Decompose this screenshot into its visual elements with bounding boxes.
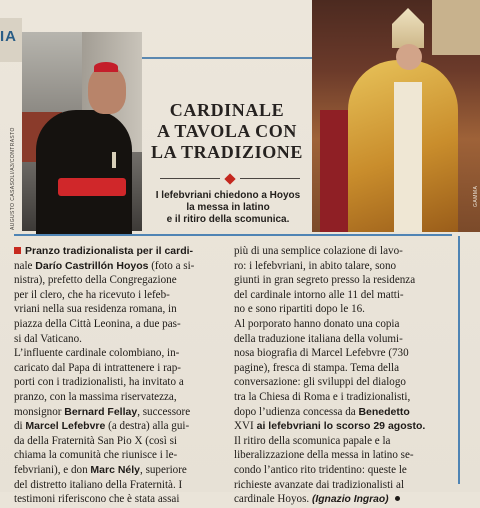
body-text: piazza della Città Leonina, a due pas-	[14, 317, 181, 330]
body-line	[14, 434, 228, 449]
body-line	[14, 244, 228, 259]
divider-rule-left	[160, 178, 220, 179]
headline-line: A TAVOLA CON	[157, 121, 297, 141]
body-text: condo l’antico rito tridentino: queste le	[234, 463, 407, 476]
body-line	[14, 332, 228, 347]
body-text: più di una semplice colazione di lavo-	[234, 245, 403, 257]
body-text: pranzo, con la massima riservatezza,	[14, 390, 177, 403]
body-text: Il ritiro della scomunica papale e la	[234, 434, 391, 447]
red-diamond-ornament	[224, 173, 235, 184]
body-line	[14, 302, 228, 317]
body-text: del distretto italiano della Fraternità. I	[14, 478, 183, 491]
article-headline	[146, 100, 308, 163]
end-mark	[395, 496, 400, 501]
body-text: pagine), fresca di stampa. Tema della	[234, 361, 400, 374]
divider-rule-right	[240, 178, 300, 179]
body-line	[234, 346, 452, 361]
body-line	[234, 375, 452, 390]
body-line	[234, 302, 452, 317]
body-text: monsignor	[14, 405, 65, 418]
body-text: nistra), prefetto della Congregazione	[14, 274, 177, 287]
person-name: Bernard Fellay	[64, 405, 138, 418]
body-line	[234, 288, 452, 303]
body-text: per il clero, che ha ricevuto i lefeb-	[14, 288, 170, 301]
body-line	[14, 478, 228, 493]
headline-line: CARDINALE	[169, 100, 285, 120]
top-rule	[142, 57, 312, 59]
body-text: L’influente cardinale colombiano, in-	[14, 347, 180, 360]
body-line	[14, 288, 228, 303]
body-text: caricato dal Papa di intrattenere i rap-	[14, 361, 181, 374]
body-line	[234, 419, 452, 434]
photo-credit-right: GAMMA	[473, 185, 479, 207]
author-signature: (Ignazio Ingrao)	[311, 494, 389, 506]
body-line	[14, 317, 228, 332]
photo-face	[396, 44, 422, 70]
body-text: giunti in gran segreto presso la residenza	[234, 274, 416, 287]
body-line	[14, 463, 228, 478]
photo-red-sash	[58, 178, 126, 196]
body-line	[14, 448, 228, 463]
body-text: Al porporato hanno donato una copia	[234, 317, 400, 330]
article-column-right	[234, 244, 452, 508]
person-name: Darío Castrillón Hoyos	[35, 259, 149, 272]
photo-zucchetto	[94, 62, 118, 72]
body-line	[234, 317, 452, 332]
article-subtitle	[146, 190, 310, 226]
photo-head	[88, 66, 126, 114]
body-line	[234, 332, 452, 347]
body-text: nosa biografia di Marcel Lefebvre (730	[234, 347, 409, 360]
body-line	[14, 390, 228, 405]
subtitle-line: e il ritiro della scomunica.	[166, 214, 290, 225]
person-name: Benedetto	[358, 405, 410, 418]
photo-white-alb	[394, 82, 422, 232]
headline-line: LA TRADIZIONE	[150, 142, 303, 162]
body-text: , successore	[137, 405, 191, 418]
body-text: da della Fraternità San Pio X (così si	[14, 434, 177, 447]
body-text: , superiore	[140, 463, 187, 476]
body-text: dopo l’udienza concessa da	[234, 405, 359, 418]
photo-background-window	[432, 0, 480, 55]
body-text: conversazione: gli sviluppi del dialogo	[234, 376, 406, 389]
column-rule-right	[458, 236, 460, 484]
body-text: no e sono ripartiti dopo le 16.	[234, 303, 365, 316]
body-line	[234, 478, 452, 493]
body-line	[234, 390, 452, 405]
body-line	[14, 375, 228, 390]
body-text: della traduzione italiana della volumi-	[234, 332, 403, 345]
photo-lefebvre	[312, 0, 480, 232]
body-text: nale	[14, 259, 36, 272]
body-line	[14, 419, 228, 434]
subtitle-line: la messa in latino	[186, 202, 270, 213]
body-text: si dal Vaticano.	[14, 332, 82, 345]
photo-cardinal-hoyos	[22, 32, 142, 231]
person-name: Pranzo tradizionalista per il cardi-	[25, 245, 194, 257]
body-text: del cardinale intorno alle 11 del matti-	[234, 288, 404, 301]
body-text: tra la Chiesa di Roma e i tradizionalisti,	[234, 390, 411, 403]
body-line	[14, 259, 228, 274]
body-text: chiama la comunità che riunisce i le-	[14, 449, 178, 462]
photo-cassock	[36, 110, 132, 235]
body-line	[234, 448, 452, 463]
body-line	[234, 244, 452, 259]
body-text: di	[14, 420, 26, 433]
body-text: vriani nella sua residenza romana, in	[14, 303, 177, 316]
body-line	[14, 361, 228, 376]
photo-credit-left: AUGUSTO CASASOLI/A3/CONTRASTO	[10, 127, 16, 230]
body-text: testimoni riferiscono che è stata assai	[14, 493, 180, 506]
article-column-left	[14, 244, 228, 507]
body-text: porti con i tradizionalisti, ha invitato a	[14, 376, 184, 389]
section-letters: IA	[0, 28, 17, 45]
body-line	[234, 259, 452, 274]
body-text: (a destra) alla gui-	[105, 420, 190, 433]
person-name: Marcel Lefebvre	[25, 420, 106, 433]
photo-mitre	[392, 8, 424, 48]
body-line	[14, 346, 228, 361]
body-line	[14, 492, 228, 507]
red-square-bullet	[14, 247, 21, 254]
body-line	[234, 405, 452, 420]
body-text: richieste avanzate dai tradizionalisti al	[234, 478, 405, 491]
body-line	[14, 405, 228, 420]
body-text: ro: i lefebvriani, in abito talare, sono	[234, 259, 397, 272]
body-line	[234, 361, 452, 376]
person-name: ai lefebvriani lo scorso 29 agosto.	[253, 420, 426, 433]
subtitle-line: I lefebvriani chiedono a Hoyos	[155, 190, 301, 201]
body-text: liberalizzazione della messa in latino se-	[234, 449, 414, 462]
body-text: (foto a si-	[148, 259, 195, 272]
body-text: cardinale Hoyos.	[234, 493, 312, 506]
photo-pectoral-cross	[112, 152, 116, 168]
body-line	[234, 463, 452, 478]
body-line	[234, 434, 452, 449]
body-text: febvriani), e don	[14, 463, 91, 476]
body-text: XVI	[234, 420, 254, 433]
section-rule	[14, 234, 452, 236]
person-name: Marc Nély	[90, 463, 141, 476]
body-line	[234, 492, 452, 508]
body-line	[14, 273, 228, 288]
body-line	[234, 273, 452, 288]
